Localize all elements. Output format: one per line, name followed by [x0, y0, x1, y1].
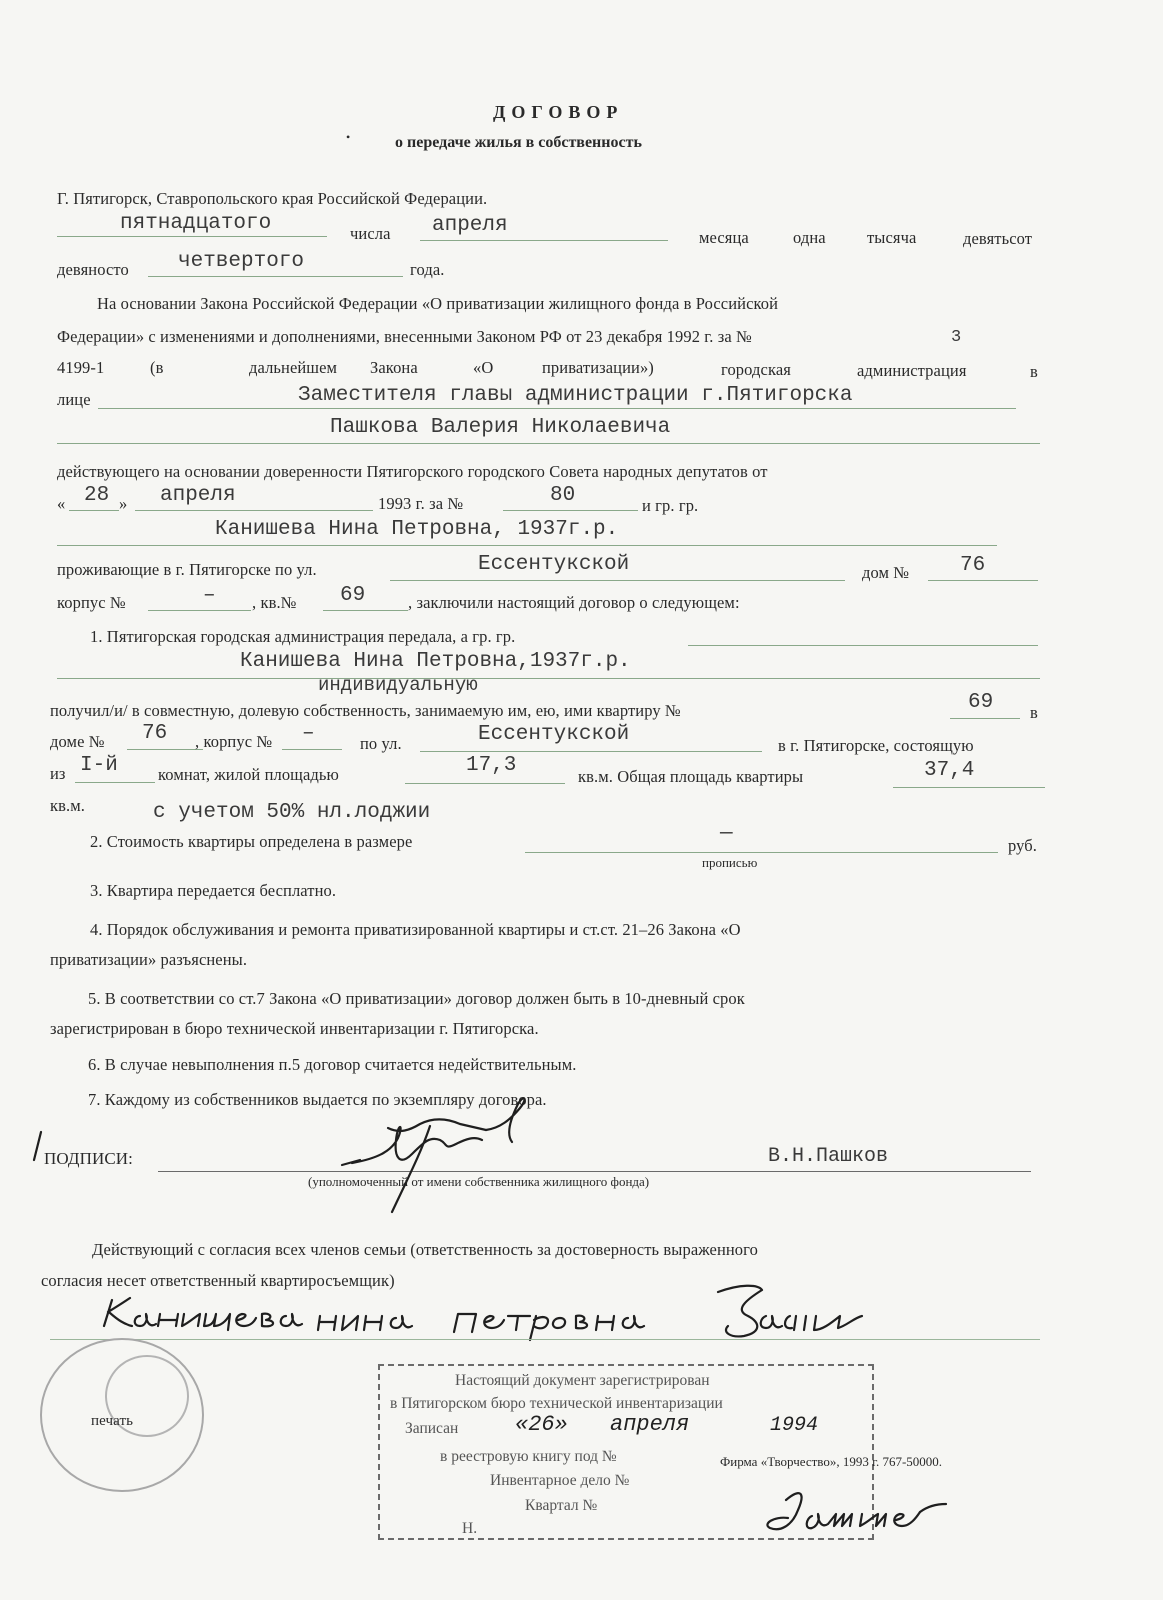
- printer-note: Фирма «Творчество», 1993 г. 767-50000.: [720, 1454, 943, 1469]
- stamp-line5: Инвентарное дело №: [490, 1472, 630, 1489]
- rooms-value: I-й: [80, 754, 118, 777]
- para1-w8: администрация: [857, 361, 967, 380]
- para1-w9: в: [1030, 362, 1038, 381]
- apt2-value: 69: [968, 691, 994, 714]
- proxy-number-value: 80: [550, 484, 576, 507]
- concluded-line: , заключили настоящий договор о следующем:: [408, 593, 740, 612]
- stamp-day-value: «26»: [515, 1412, 568, 1437]
- price-value: —: [720, 822, 733, 845]
- stamp-year-value: 1994: [770, 1414, 819, 1437]
- ownership-type-value: индивидуальную: [318, 674, 478, 696]
- year-correction: 3: [951, 328, 962, 347]
- month-value: апреля: [432, 214, 508, 237]
- citizen-value: Канишева Нина Петровна, 1937г.р.: [215, 518, 619, 541]
- item4-line1: 4. Порядок обслуживания и ремонта приватизированной квартиры и ст.ст. 21–26 Закона «О: [90, 920, 741, 939]
- label-rub: руб.: [1008, 836, 1037, 855]
- proxy-month-value: апреля: [160, 484, 236, 507]
- day-value: пятнадцатого: [120, 212, 272, 235]
- para1-w4: Закона: [370, 358, 418, 377]
- seal-label: печать: [91, 1413, 134, 1429]
- speck: •: [346, 130, 351, 144]
- living-area-value: 17,3: [466, 754, 517, 777]
- label-iz: из: [50, 764, 66, 783]
- para1-w7: городская: [721, 360, 791, 379]
- label-kv: , кв.№: [252, 593, 297, 612]
- label-v: в: [1030, 703, 1038, 722]
- label-living: проживающие в г. Пятигорске по ул.: [57, 560, 317, 579]
- label-korpus2: , корпус №: [195, 732, 273, 751]
- para1-w6: приватизации»): [542, 358, 654, 377]
- korpus2-value: –: [302, 722, 315, 745]
- label-propisyu: прописью: [702, 855, 758, 870]
- consent-line2: согласия несет ответственный квартиросъемщик): [41, 1271, 395, 1290]
- item3-line: 3. Квартира передается бесплатно.: [90, 881, 337, 900]
- signatures-label: ПОДПИСИ:: [44, 1149, 133, 1168]
- label-1993-za: 1993 г. за №: [378, 494, 464, 513]
- consent-line1: Действующий с согласия всех членов семьи (ответственность за достоверность выраженного: [92, 1240, 758, 1259]
- citizen2-value: Канишева Нина Петровна,1937г.р.: [240, 650, 631, 673]
- label-tysyacha: тысяча: [867, 228, 917, 247]
- label-total: кв.м. Общая площадь квартиры: [578, 767, 804, 786]
- para1-line2: Федерации» с изменениями и дополнениями, внесенными Законом РФ от 23 декабря 1992 г. за №: [57, 327, 752, 346]
- label-mesyatsa: месяца: [699, 228, 749, 247]
- quote-open: «: [57, 494, 66, 513]
- proxy-day-value: 28: [84, 484, 110, 507]
- label-kvm: кв.м.: [50, 796, 85, 815]
- apt-value: 69: [340, 584, 366, 607]
- item7-line: 7. Каждому из собственников выдается по экземпляру договора.: [88, 1090, 547, 1109]
- signatory-value: В.Н.Пашков: [768, 1145, 889, 1168]
- signatory-caption: (уполномоченный от имени собственника жилищного фонда): [308, 1174, 650, 1189]
- label-devyanosto: девяносто: [57, 260, 129, 279]
- label-consisting: в г. Пятигорске, состоящую: [778, 736, 974, 755]
- quote-close: »: [119, 494, 128, 513]
- stamp-line7: Н.: [462, 1520, 478, 1537]
- label-dom: дом №: [862, 563, 910, 582]
- label-litse: лице: [57, 390, 91, 409]
- stamp-line6: Квартал №: [525, 1497, 598, 1514]
- official-title-value: Заместителя главы администрации г.Пятигорска: [298, 384, 853, 407]
- stamp-line2: в Пятигорском бюро технической инвентаризации: [390, 1395, 723, 1412]
- house2-value: 76: [142, 722, 168, 745]
- item2-line: 2. Стоимость квартиры определена в размере: [90, 832, 413, 851]
- doc-title: ДОГОВОР: [493, 102, 624, 122]
- stamp-month-value: апреля: [610, 1412, 690, 1437]
- street2-value: Ессентукской: [478, 723, 630, 746]
- item4-line2: приватизации» разъяснены.: [50, 950, 248, 969]
- stamp-line3: Записан: [405, 1420, 459, 1437]
- total-area-value: 37,4: [924, 759, 975, 782]
- para1-w2: (в: [150, 358, 164, 377]
- para1-w3: дальнейшем: [249, 358, 338, 377]
- para1-w5: «О: [473, 358, 494, 377]
- doc-subtitle: о передаче жилья в собственность: [395, 134, 642, 151]
- label-odna: одна: [793, 228, 826, 247]
- street-value: Ессентукской: [478, 553, 630, 576]
- para1-w1: 4199-1: [57, 358, 105, 377]
- item5-line1: 5. В соответствии со ст.7 Закона «О приватизации» договор должен быть в 10-дневный срок: [88, 989, 745, 1008]
- label-chisla: числа: [350, 224, 391, 243]
- house-value: 76: [960, 554, 986, 577]
- label-devyatsot: девятьсот: [963, 229, 1033, 248]
- official-name-value: Пашкова Валерия Николаевича: [330, 416, 671, 439]
- label-goda: года.: [410, 260, 445, 279]
- label-komnat: комнат, жилой площадью: [158, 765, 339, 784]
- label-i-gr: и гр. гр.: [642, 496, 699, 515]
- stamp-line1: Настоящий документ зарегистрирован: [455, 1372, 710, 1389]
- acting-basis-line: действующего на основании доверенности Пятигорского городского Совета народных депутатов от: [57, 462, 768, 481]
- year-word-value: четвертого: [178, 250, 305, 273]
- item1-line2: получил/и/ в совместную, долевую собственность, занимаемую им, ею, ими квартиру №: [50, 701, 681, 720]
- label-po-ul: по ул.: [360, 734, 402, 753]
- korpus-value: –: [203, 584, 216, 607]
- stamp-line4: в реестровую книгу под №: [440, 1448, 617, 1465]
- area-note-value: с учетом 50% нл.лоджии: [153, 801, 431, 824]
- label-korpus: корпус №: [57, 593, 126, 612]
- item5-line2: зарегистрирован в бюро технической инвентаризации г. Пятигорска.: [50, 1019, 539, 1038]
- item6-line: 6. В случае невыполнения п.5 договор считается недействительным.: [88, 1055, 577, 1074]
- label-dome: доме №: [50, 732, 105, 751]
- place-line: Г. Пятигорск, Ставропольского края Российской Федерации.: [57, 189, 488, 208]
- item1-line1: 1. Пятигорская городская администрация передала, а гр. гр.: [90, 627, 516, 646]
- para1-line1: На основании Закона Российской Федерации «О приватизации жилищного фонда в Российской: [97, 294, 779, 313]
